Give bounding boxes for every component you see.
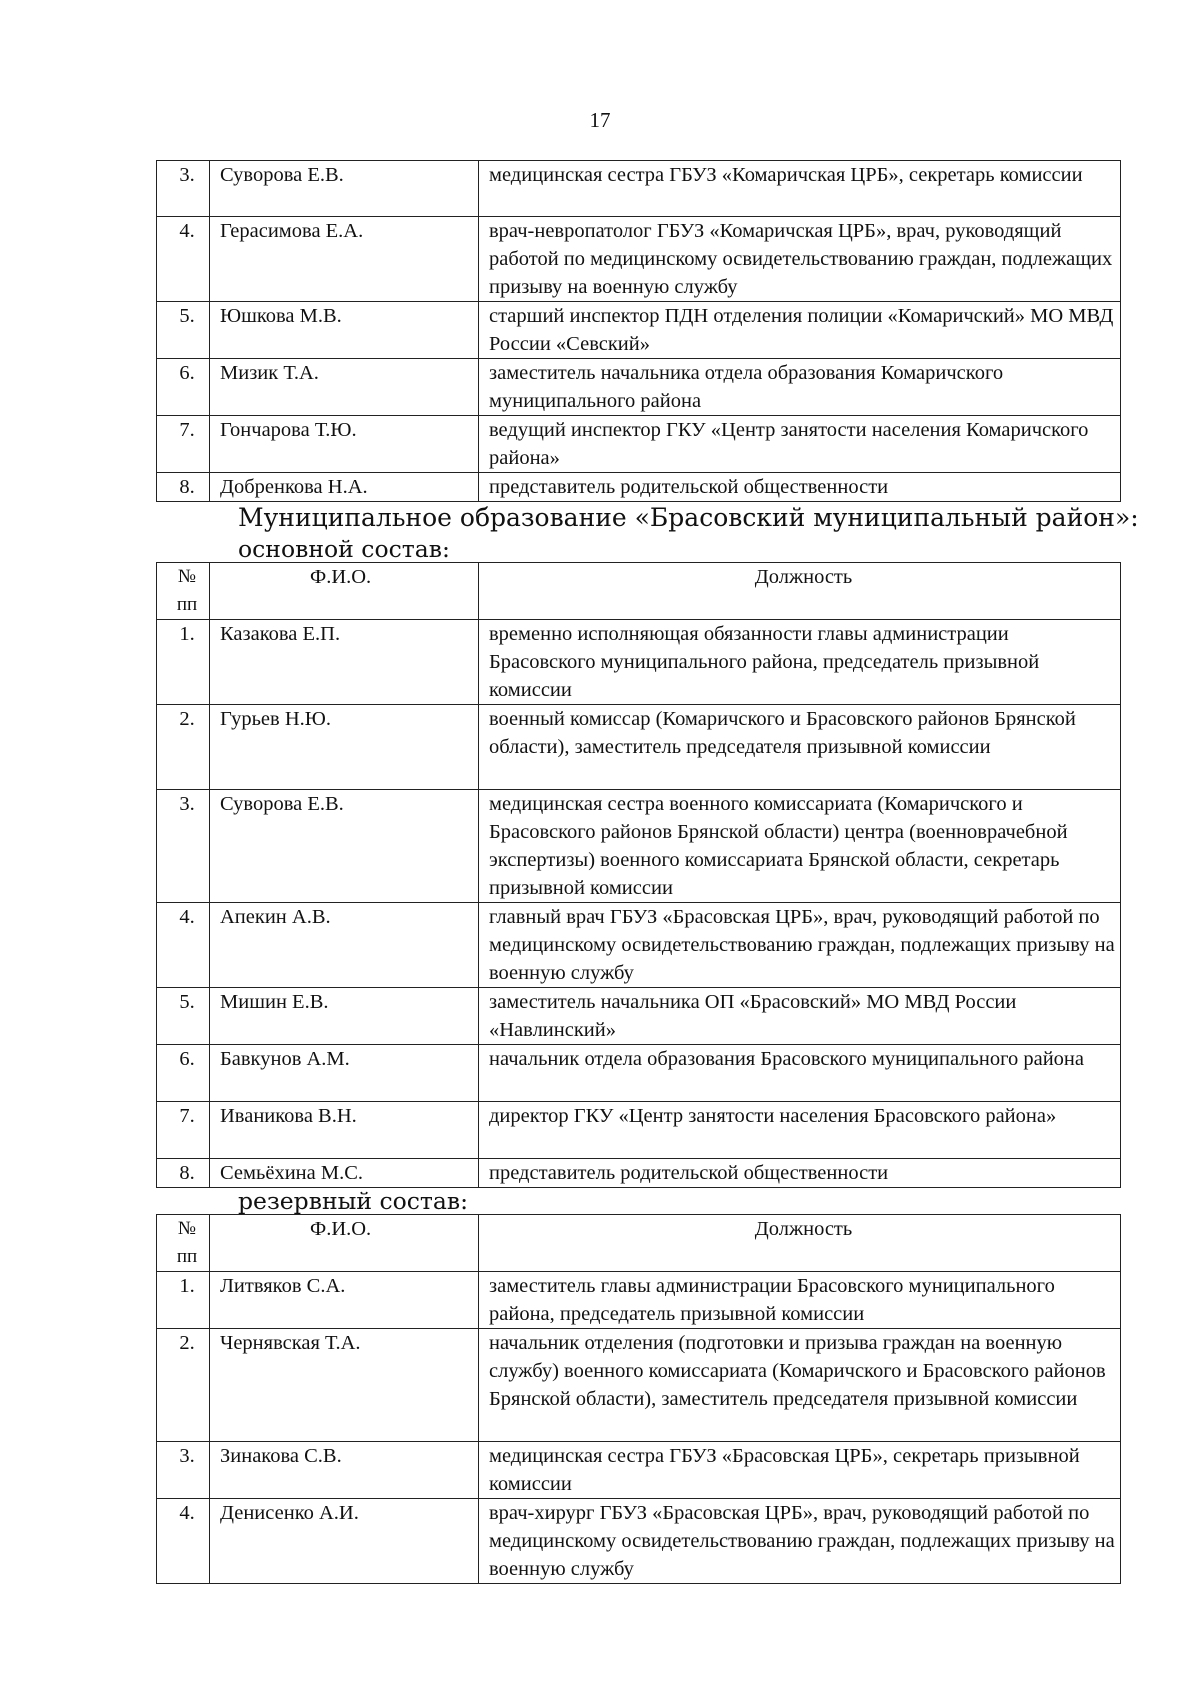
row-number: 1.	[157, 620, 210, 705]
table-header	[157, 1215, 1121, 1272]
member-name: Казакова Е.П.	[210, 620, 479, 705]
column-header-number	[157, 1215, 210, 1272]
member-name: Литвяков С.А.	[210, 1272, 479, 1329]
header-num-sign: №	[177, 566, 197, 587]
row-number: 3.	[157, 161, 210, 217]
header-row	[157, 1215, 1121, 1272]
table-header	[157, 563, 1121, 620]
member-position: директор ГКУ «Центр занятости населения Брасовского района»	[479, 1102, 1121, 1159]
member-name: Гончарова Т.Ю.	[210, 416, 479, 473]
row-number: 2.	[157, 1329, 210, 1442]
member-name: Гурьев Н.Ю.	[210, 705, 479, 790]
table-row	[157, 473, 1121, 502]
member-name: Иваникова В.Н.	[210, 1102, 479, 1159]
header-num-sign: №	[177, 1218, 197, 1239]
member-name: Бавкунов А.М.	[210, 1045, 479, 1102]
row-number: 7.	[157, 1102, 210, 1159]
column-header-name: Ф.И.О.	[210, 563, 479, 620]
reserve-composition-table	[156, 1214, 1121, 1584]
member-name: Юшкова М.В.	[210, 302, 479, 359]
column-header-name: Ф.И.О.	[210, 1215, 479, 1272]
member-name: Зинакова С.В.	[210, 1442, 479, 1499]
municipality-heading: Муниципальное образование «Брасовский муниципальный район»:	[238, 503, 1139, 532]
commission-table-komarichsky	[156, 160, 1121, 502]
table-row	[157, 416, 1121, 473]
reserve-composition-label: резервный состав:	[238, 1187, 469, 1215]
row-number: 2.	[157, 705, 210, 790]
table-row	[157, 1272, 1121, 1329]
member-position: медицинская сестра ГБУЗ «Брасовская ЦРБ», секретарь призывной комиссии	[479, 1442, 1121, 1499]
table-row	[157, 790, 1121, 903]
row-number: 5.	[157, 988, 210, 1045]
table-row	[157, 903, 1121, 988]
header-num-pp: пп	[176, 1246, 198, 1267]
table-row	[157, 161, 1121, 217]
row-number: 6.	[157, 359, 210, 416]
member-position: представитель родительской общественности	[479, 1159, 1121, 1188]
column-header-position: Должность	[479, 563, 1121, 620]
member-position: главный врач ГБУЗ «Брасовская ЦРБ», врач, руководящий работой по медицинскому освидетельствованию граждан, подлежащих призыву на военную службу	[479, 903, 1121, 988]
member-position: представитель родительской общественности	[479, 473, 1121, 502]
row-number: 1.	[157, 1272, 210, 1329]
main-composition-table	[156, 562, 1121, 1188]
row-number: 3.	[157, 790, 210, 903]
member-position: медицинская сестра ГБУЗ «Комаричская ЦРБ», секретарь комиссии	[479, 161, 1121, 217]
column-header-number	[157, 563, 210, 620]
row-number: 5.	[157, 302, 210, 359]
member-name: Апекин А.В.	[210, 903, 479, 988]
member-name: Семьёхина М.С.	[210, 1159, 479, 1188]
column-header-position: Должность	[479, 1215, 1121, 1272]
member-name: Мизик Т.А.	[210, 359, 479, 416]
row-number: 3.	[157, 1442, 210, 1499]
row-number: 8.	[157, 1159, 210, 1188]
row-number: 7.	[157, 416, 210, 473]
table-row	[157, 988, 1121, 1045]
table-body	[157, 161, 1121, 502]
member-position: начальник отдела образования Брасовского муниципального района	[479, 1045, 1121, 1102]
table-row	[157, 705, 1121, 790]
member-name: Мишин Е.В.	[210, 988, 479, 1045]
header-num-pp: пп	[176, 594, 198, 615]
member-position: врач-невропатолог ГБУЗ «Комаричская ЦРБ», врач, руководящий работой по медицинскому освидетельствованию граждан, подлежащих призыву на военную службу	[479, 217, 1121, 302]
header-row	[157, 563, 1121, 620]
table-row	[157, 217, 1121, 302]
table-row	[157, 302, 1121, 359]
row-number: 8.	[157, 473, 210, 502]
table-body	[157, 1272, 1121, 1584]
member-name: Герасимова Е.А.	[210, 217, 479, 302]
table-row	[157, 1159, 1121, 1188]
table-row	[157, 1442, 1121, 1499]
table-row	[157, 1102, 1121, 1159]
member-position: старший инспектор ПДН отделения полиции «Комаричский» МО МВД России «Севский»	[479, 302, 1121, 359]
member-name: Денисенко А.И.	[210, 1499, 479, 1584]
member-name: Чернявская Т.А.	[210, 1329, 479, 1442]
member-position: заместитель главы администрации Брасовского муниципального района, председатель призывной комиссии	[479, 1272, 1121, 1329]
member-position: заместитель начальника ОП «Брасовский» МО МВД России «Навлинский»	[479, 988, 1121, 1045]
table-body	[157, 620, 1121, 1188]
member-position: ведущий инспектор ГКУ «Центр занятости населения Комаричского района»	[479, 416, 1121, 473]
member-position: заместитель начальника отдела образования Комаричского муниципального района	[479, 359, 1121, 416]
member-position: медицинская сестра военного комиссариата (Комаричского и Брасовского районов Брянской области) центра (военноврачебной экспертизы) военного комиссариата Брянской области, секретарь призывной комиссии	[479, 790, 1121, 903]
row-number: 4.	[157, 1499, 210, 1584]
page-number: 17	[589, 108, 611, 132]
member-name: Суворова Е.В.	[210, 790, 479, 903]
table-row	[157, 1499, 1121, 1584]
row-number: 4.	[157, 217, 210, 302]
table-row	[157, 359, 1121, 416]
table-row	[157, 620, 1121, 705]
row-number: 6.	[157, 1045, 210, 1102]
main-composition-label: основной состав:	[238, 535, 450, 563]
member-name: Добренкова Н.А.	[210, 473, 479, 502]
member-position: врач-хирург ГБУЗ «Брасовская ЦРБ», врач, руководящий работой по медицинскому освидетельствованию граждан, подлежащих призыву на военную службу	[479, 1499, 1121, 1584]
table-row	[157, 1045, 1121, 1102]
table-row	[157, 1329, 1121, 1442]
member-position: временно исполняющая обязанности главы администрации Брасовского муниципального района, председатель призывной комиссии	[479, 620, 1121, 705]
row-number: 4.	[157, 903, 210, 988]
member-name: Суворова Е.В.	[210, 161, 479, 217]
member-position: военный комиссар (Комаричского и Брасовского районов Брянской области), заместитель председателя призывной комиссии	[479, 705, 1121, 790]
member-position: начальник отделения (подготовки и призыва граждан на военную службу) военного комиссариата (Комаричского и Брасовского районов Брянской области), заместитель председателя призывной комиссии	[479, 1329, 1121, 1442]
